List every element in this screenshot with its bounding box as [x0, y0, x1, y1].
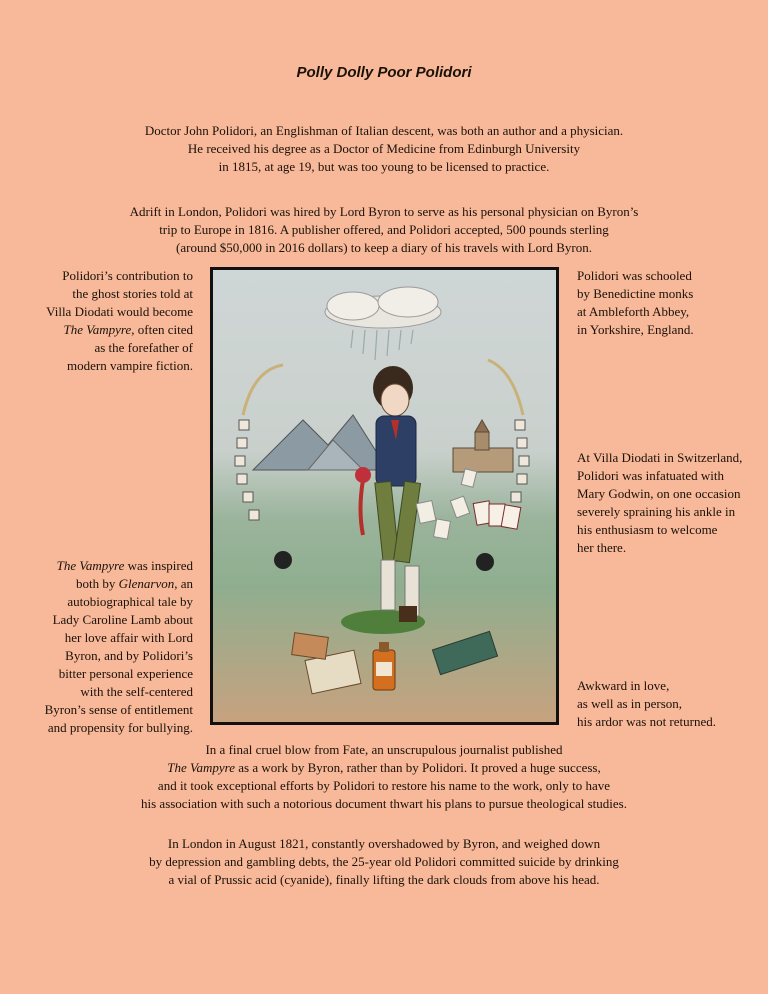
text-line: as well as in person, — [577, 696, 683, 711]
mountains-icon — [253, 415, 388, 470]
text-line: by depression and gambling debts, the 25-year old Polidori committed suicide by drinking — [149, 854, 619, 869]
text-line: and it took exceptional efforts by Polidori to restore his name to the work, only to have — [157, 778, 611, 793]
prussic-acid-vial-icon — [373, 642, 395, 690]
awkward-love-note — [577, 677, 767, 731]
fate-paragraph — [84, 741, 684, 813]
text-line: He received his degree as a Doctor of Medicine from Edinburgh University — [187, 141, 581, 156]
text-line: in 1815, at age 19, but was too young to be licensed to practice. — [218, 159, 550, 174]
text-line: Villa Diodati would become — [46, 304, 193, 319]
storm-cloud-icon — [325, 287, 441, 360]
text-line: In a final cruel blow from Fate, an unscrupulous journalist published — [205, 742, 563, 757]
playing-cards-icon — [473, 501, 521, 529]
text-fragment: as a work by Byron, rather than by Polidori. It proved a huge success, — [235, 760, 601, 775]
text-line — [84, 759, 684, 777]
rope-icon — [488, 360, 523, 415]
illustration-art — [213, 270, 556, 722]
text-fragment: , an — [174, 576, 193, 591]
text-line: and propensity for bullying. — [47, 720, 193, 735]
text-line: his enthusiasm to welcome — [577, 522, 718, 537]
rope-icon — [243, 365, 283, 415]
page-title: Polly Dolly Poor Polidori — [296, 64, 472, 81]
villa-diodati-note — [577, 449, 767, 557]
ink-bottle-icon — [476, 553, 494, 571]
text-line: his ardor was not returned. — [577, 714, 716, 729]
text-line: with the self-centered — [80, 684, 193, 699]
hired-paragraph — [84, 203, 684, 257]
text-line: Polidori was infatuated with — [577, 468, 724, 483]
text-line — [20, 557, 193, 575]
text-line: Byron, and by Polidori’s — [65, 648, 193, 663]
text-fragment: both by — [75, 576, 119, 591]
text-line: (around $50,000 in 2016 dollars) to keep a diary of his travels with Lord Byron. — [176, 240, 592, 255]
book-title: The Vampyre — [56, 558, 125, 573]
text-line: her there. — [577, 540, 627, 555]
text-line: Polidori’s contribution to — [62, 268, 193, 283]
text-line: the ghost stories told at — [72, 286, 193, 301]
letters-icon — [416, 469, 477, 539]
text-line: bitter personal experience — [58, 666, 193, 681]
schooling-note — [577, 267, 767, 339]
text-line: as the forefather of — [94, 340, 193, 355]
text-line: a vial of Prussic acid (cyanide), finally lifting the dark clouds from above his head. — [168, 872, 600, 887]
polidori-figure-icon — [355, 366, 420, 622]
text-line: autobiographical tale by — [67, 594, 193, 609]
book-title: The Vampyre — [167, 760, 236, 775]
text-line: modern vampire fiction. — [67, 358, 193, 373]
vampyre-contribution-note — [20, 267, 193, 375]
ending-paragraph — [84, 835, 684, 889]
polidori-illustration — [210, 267, 559, 725]
text-line: Polidori was schooled — [577, 268, 692, 283]
abbey-icon — [453, 420, 513, 472]
text-line: at Ambleforth Abbey, — [577, 304, 690, 319]
vampyre-inspiration-note — [20, 557, 193, 737]
book-title: Glenarvon — [118, 576, 175, 591]
text-line: in Yorkshire, England. — [577, 322, 694, 337]
text-line: Byron’s sense of entitlement — [44, 702, 193, 717]
intro-paragraph — [84, 122, 684, 176]
ink-bottle-icon — [274, 551, 292, 569]
text-line: In London in August 1821, constantly overshadowed by Byron, and weighed down — [167, 836, 601, 851]
text-line: Lady Caroline Lamb about — [52, 612, 193, 627]
text-fragment: was inspired — [124, 558, 193, 573]
text-line: Adrift in London, Polidori was hired by Lord Byron to serve as his personal physician on Byron’s — [129, 204, 639, 219]
text-line: Mary Godwin, on one occasion — [577, 486, 741, 501]
text-line — [20, 575, 193, 593]
text-line: his association with such a notorious document thwart his plans to pursue theological studies. — [141, 796, 627, 811]
text-line: her love affair with Lord — [64, 630, 193, 645]
text-line: Doctor John Polidori, an Englishman of Italian descent, was both an author and a physician. — [144, 123, 624, 138]
text-line — [20, 321, 193, 339]
text-line: severely spraining his ankle in — [577, 504, 736, 519]
text-fragment: , often cited — [131, 322, 193, 337]
text-line: trip to Europe in 1816. A publisher offered, and Polidori accepted, 500 pounds sterling — [159, 222, 609, 237]
text-line: At Villa Diodati in Switzerland, — [577, 450, 743, 465]
book-title: The Vampyre — [63, 322, 132, 337]
text-line: Awkward in love, — [577, 678, 670, 693]
text-line: by Benedictine monks — [577, 286, 694, 301]
